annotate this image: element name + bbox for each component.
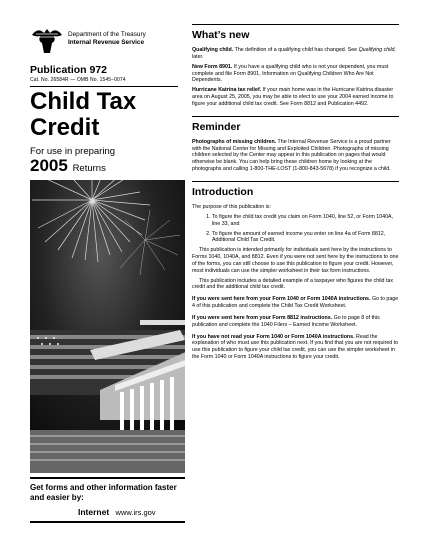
internet-line [30, 507, 185, 517]
text: Go to page 4 of this publication and complete the Child Tax Credit Worksheet. [192, 296, 399, 310]
text: Go to page 8 of this publication and complete the 1040 Filers – Earned Income Worksheet. [192, 314, 380, 328]
paragraph [192, 296, 399, 310]
publication-title [30, 89, 136, 141]
run-in-heading: Photographs of missing children. [192, 138, 277, 145]
introduction-section [192, 181, 399, 361]
returns-label: Returns [72, 163, 106, 174]
list-item: 1. To figure the child tax credit you claim on Form 1040, line 52, or Form 1040A, line 33, and [212, 214, 399, 228]
paragraph [192, 139, 399, 173]
get-forms-heading: Get forms and other information faster and easier by: [30, 477, 185, 503]
paragraph: The purpose of this publication is: [192, 203, 271, 210]
fireworks-capitol-photo [30, 180, 185, 473]
irs-website-link[interactable]: www.irs.gov [115, 508, 156, 517]
run-in-heading: If you have not read your Form 1040 or Form 1040A instructions. [192, 333, 355, 340]
list-item: 2. To figure the amount of earned income you enter on line 4a of Form 8812, Additional Child Tax Credit. [212, 231, 399, 245]
text: later. [192, 53, 204, 60]
for-use-text: For use in preparing [30, 146, 116, 157]
paragraph: This publication is intended primarily for individuals sent here by the instructions to Forms 1040, 1040A, and 8812. Even if you were not sent here by the instructions to one of the forms, you can still choose to use this publication to figure your credit. However, most individuals can use the simpler worksheet in their tax form instructions. [192, 247, 399, 274]
title-line: Child Tax [30, 88, 137, 115]
text: Read the explanation of who must use this publication next. If you find that you are not required to use this publication to figure your child tax credit, you can use the simpler worksheet in the Form 1040 or Form 1040A instructions to figure your credit. [192, 333, 399, 361]
publication-number: Publication 972 [30, 64, 108, 76]
purpose-list [192, 214, 399, 244]
run-in-heading: Qualifying child. [192, 47, 234, 53]
text: The Internal Revenue Service is a proud partner with the National Center for Missing and Exploited Children. Photographs of missing children selected by the Center may appear in this publication on pages that would otherwise be blank. You can help bring these children home by looking at the photographs and calling 1-800-THE-LOST (1-800-843-5678) if you recognize a child. [192, 138, 391, 173]
section-heading: Reminder [192, 120, 241, 133]
section-heading: Introduction [192, 185, 254, 198]
paragraph [192, 87, 399, 108]
year-value: 2005 [30, 156, 68, 175]
run-in-heading: New Form 8901. [192, 63, 233, 70]
divider [30, 521, 185, 523]
whats-new-section [192, 24, 399, 108]
paragraph [192, 334, 399, 361]
run-in-heading: If you were sent here from your Form 8812 instructions. [192, 314, 333, 321]
text: If you have a qualifying child who is not your dependent, you must complete and file Form 8901, Information on Qualifying Children Who Are Not Dependents. [192, 63, 389, 84]
title-line: Credit [30, 114, 100, 141]
agency-name: Internal Revenue Service [68, 39, 145, 47]
catalog-number: Cat. No. 26584R — OMB No. 1545−0074 [30, 77, 126, 83]
irs-eagle-logo-icon [30, 25, 64, 55]
internet-label: Internet [78, 507, 110, 517]
department-name: Department of the Treasury [68, 31, 146, 38]
italic-text: Qualifying child, [358, 47, 396, 53]
content-column [192, 24, 399, 364]
department-header [68, 31, 146, 48]
tax-year [30, 157, 106, 178]
paragraph [192, 47, 399, 61]
divider [30, 86, 178, 87]
paragraph [192, 64, 399, 85]
run-in-heading: Hurricane Katrina tax relief. [192, 87, 262, 94]
text: The definition of a qualifying child has changed. See [233, 47, 359, 53]
section-heading: What’s new [192, 29, 250, 41]
paragraph: This publication includes a detailed example of a taxpayer who figures the child tax credit and the additional child tax credit. [192, 277, 394, 291]
paragraph [192, 315, 399, 329]
text: If your main home was in the Hurricane Katrina disaster area on August 25, 2005, you may be able to elect to use your 2004 earned income to figure your additional child tax credit. See Form 8812 and Publication 4492. [192, 87, 394, 107]
reminder-section [192, 116, 399, 173]
run-in-heading: If you were sent here from your Form 1040 or Form 1040A instructions. [192, 296, 371, 303]
